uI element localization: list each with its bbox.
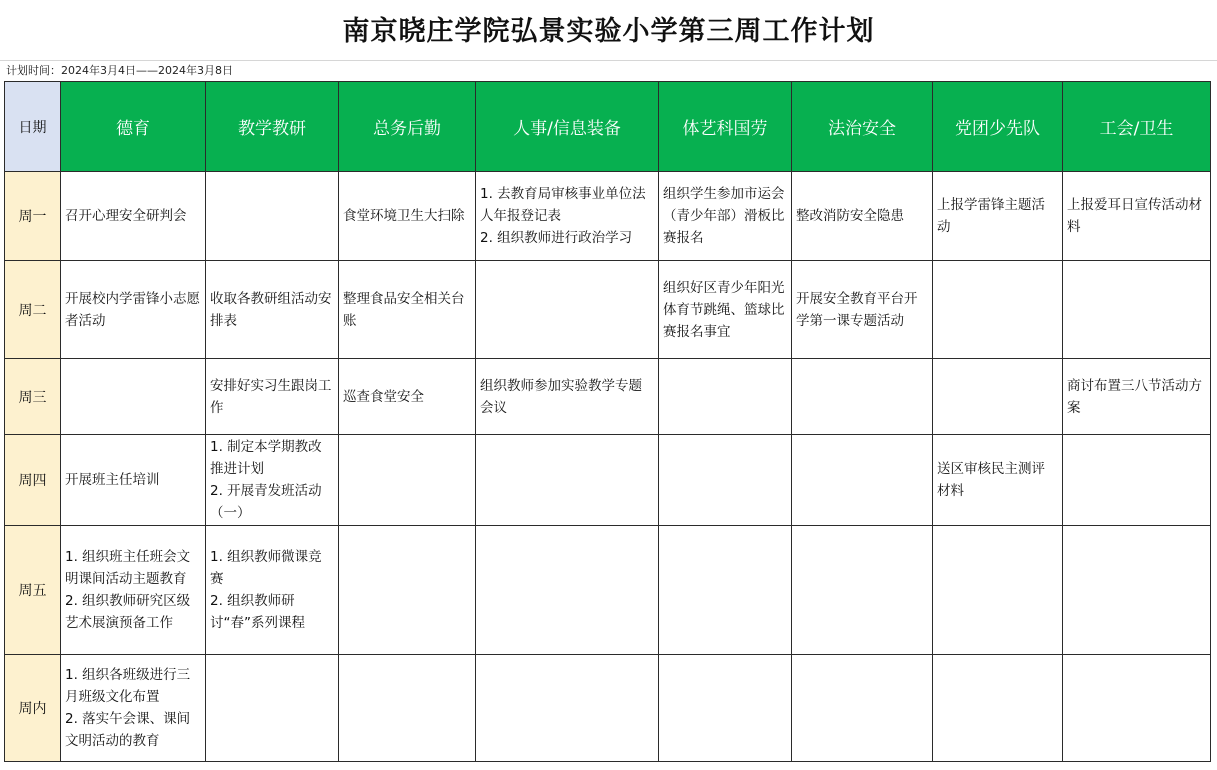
cell-text: 1. 组织教师微课竞赛: [210, 549, 322, 587]
cell-text: 收取各教研组活动安排表: [210, 290, 332, 329]
cell-text: 2. 组织教师研究区级艺术展演预备工作: [65, 593, 191, 631]
cell-text: 商讨布置三八节活动方案: [1067, 377, 1202, 416]
cell-text: 1. 去教育局审核事业单位法人年报登记表: [480, 186, 646, 224]
cell-union[interactable]: [1063, 359, 1211, 435]
cell-logistics[interactable]: [339, 172, 476, 261]
day-cell[interactable]: 周三: [5, 359, 61, 435]
cell-safety[interactable]: [792, 655, 933, 762]
cell-teaching[interactable]: [206, 526, 339, 655]
cell-sports-arts[interactable]: [659, 435, 792, 526]
cell-text: 组织学生参加市运会（青少年部）滑板比赛报名: [663, 186, 785, 246]
table-row: [5, 655, 1211, 762]
cell-text: 开展班主任培训: [65, 472, 160, 488]
day-cell[interactable]: 周二: [5, 261, 61, 359]
cell-union[interactable]: [1063, 435, 1211, 526]
cell-text: 组织好区青少年阳光体育节跳绳、篮球比赛报名事宜: [663, 279, 785, 340]
cell-text: 上报学雷锋主题活动: [937, 197, 1045, 235]
column-header-sports-arts[interactable]: 体艺科国劳: [659, 82, 792, 172]
cell-safety[interactable]: [792, 435, 933, 526]
cell-text: 安排好实习生跟岗工作: [210, 377, 332, 416]
cell-union[interactable]: [1063, 172, 1211, 261]
day-cell[interactable]: 周五: [5, 526, 61, 655]
cell-party[interactable]: [933, 655, 1063, 762]
cell-text: 2. 开展青发班活动（一）: [210, 483, 322, 521]
cell-text: 1. 制定本学期教改推进计划: [210, 439, 322, 477]
cell-personnel[interactable]: [476, 359, 659, 435]
cell-text: 巡查食堂安全: [343, 388, 424, 405]
column-header-safety[interactable]: 法治安全: [792, 82, 933, 172]
table-row: [5, 172, 1211, 261]
plan-time: 计划时间：2024年3月4日——2024年3月8日: [6, 64, 233, 77]
cell-text: 开展安全教育平台开学第一课专题活动: [796, 290, 918, 329]
cell-sports-arts[interactable]: [659, 261, 792, 359]
cell-personnel[interactable]: [476, 172, 659, 261]
cell-teaching[interactable]: [206, 172, 339, 261]
cell-union[interactable]: [1063, 261, 1211, 359]
cell-sports-arts[interactable]: [659, 172, 792, 261]
cell-teaching[interactable]: [206, 655, 339, 762]
cell-party[interactable]: [933, 261, 1063, 359]
column-header-party[interactable]: 党团少先队: [933, 82, 1063, 172]
day-cell[interactable]: 周四: [5, 435, 61, 526]
cell-text: 1. 组织班主任班会文明课间活动主题教育: [65, 549, 191, 587]
cell-party[interactable]: [933, 526, 1063, 655]
cell-moral[interactable]: [61, 172, 206, 261]
cell-sports-arts[interactable]: [659, 359, 792, 435]
day-cell[interactable]: 周内: [5, 655, 61, 762]
cell-union[interactable]: [1063, 655, 1211, 762]
work-plan-table: [4, 81, 1211, 762]
cell-moral[interactable]: [61, 261, 206, 359]
column-header-teaching[interactable]: 教学教研: [206, 82, 339, 172]
cell-text: 开展校内学雷锋小志愿者活动: [65, 290, 200, 329]
cell-moral[interactable]: [61, 526, 206, 655]
cell-text: 食堂环境卫生大扫除: [343, 208, 465, 224]
cell-text: 上报爱耳日宣传活动材料: [1067, 197, 1202, 235]
cell-text: 2. 落实午会课、课间文明活动的教育: [65, 711, 191, 749]
column-header-logistics[interactable]: 总务后勤: [339, 82, 476, 172]
cell-logistics[interactable]: [339, 655, 476, 762]
column-header-union[interactable]: 工会/卫生: [1063, 82, 1211, 172]
cell-moral[interactable]: [61, 359, 206, 435]
table-row: [5, 359, 1211, 435]
cell-text: 2. 组织教师研讨“春”系列课程: [210, 593, 305, 631]
header-row: [5, 82, 1211, 172]
cell-logistics[interactable]: [339, 359, 476, 435]
cell-logistics[interactable]: [339, 261, 476, 359]
cell-sports-arts[interactable]: [659, 526, 792, 655]
cell-teaching[interactable]: [206, 261, 339, 359]
cell-text: 1. 组织各班级进行三月班级文化布置: [65, 667, 191, 705]
cell-text: 2. 组织教师进行政治学习: [480, 230, 633, 246]
cell-personnel[interactable]: [476, 435, 659, 526]
cell-party[interactable]: [933, 435, 1063, 526]
column-header-personnel[interactable]: 人事/信息装备: [476, 82, 659, 172]
cell-safety[interactable]: [792, 261, 933, 359]
cell-text: 组织教师参加实验教学专题会议: [480, 377, 642, 416]
cell-party[interactable]: [933, 172, 1063, 261]
cell-text: 整理食品安全相关台账: [343, 290, 465, 329]
cell-logistics[interactable]: [339, 526, 476, 655]
cell-logistics[interactable]: [339, 435, 476, 526]
cell-personnel[interactable]: [476, 655, 659, 762]
cell-sports-arts[interactable]: [659, 655, 792, 762]
cell-safety[interactable]: [792, 172, 933, 261]
cell-text: 整改消防安全隐患: [796, 208, 904, 224]
day-cell[interactable]: 周一: [5, 172, 61, 261]
cell-personnel[interactable]: [476, 261, 659, 359]
cell-moral[interactable]: [61, 655, 206, 762]
column-header-moral[interactable]: 德育: [61, 82, 206, 172]
cell-teaching[interactable]: [206, 435, 339, 526]
cell-party[interactable]: [933, 359, 1063, 435]
column-header-date[interactable]: 日期: [5, 82, 61, 172]
page-title: 南京晓庄学院弘景实验小学第三周工作计划: [0, 0, 1217, 61]
cell-text: 送区审核民主测评材料: [937, 461, 1045, 499]
cell-personnel[interactable]: [476, 526, 659, 655]
cell-safety[interactable]: [792, 359, 933, 435]
table-row: [5, 435, 1211, 526]
table-row: [5, 526, 1211, 655]
cell-moral[interactable]: [61, 435, 206, 526]
cell-text: 召开心理安全研判会: [65, 208, 187, 224]
cell-safety[interactable]: [792, 526, 933, 655]
cell-teaching[interactable]: [206, 359, 339, 435]
cell-union[interactable]: [1063, 526, 1211, 655]
table-row: [5, 261, 1211, 359]
